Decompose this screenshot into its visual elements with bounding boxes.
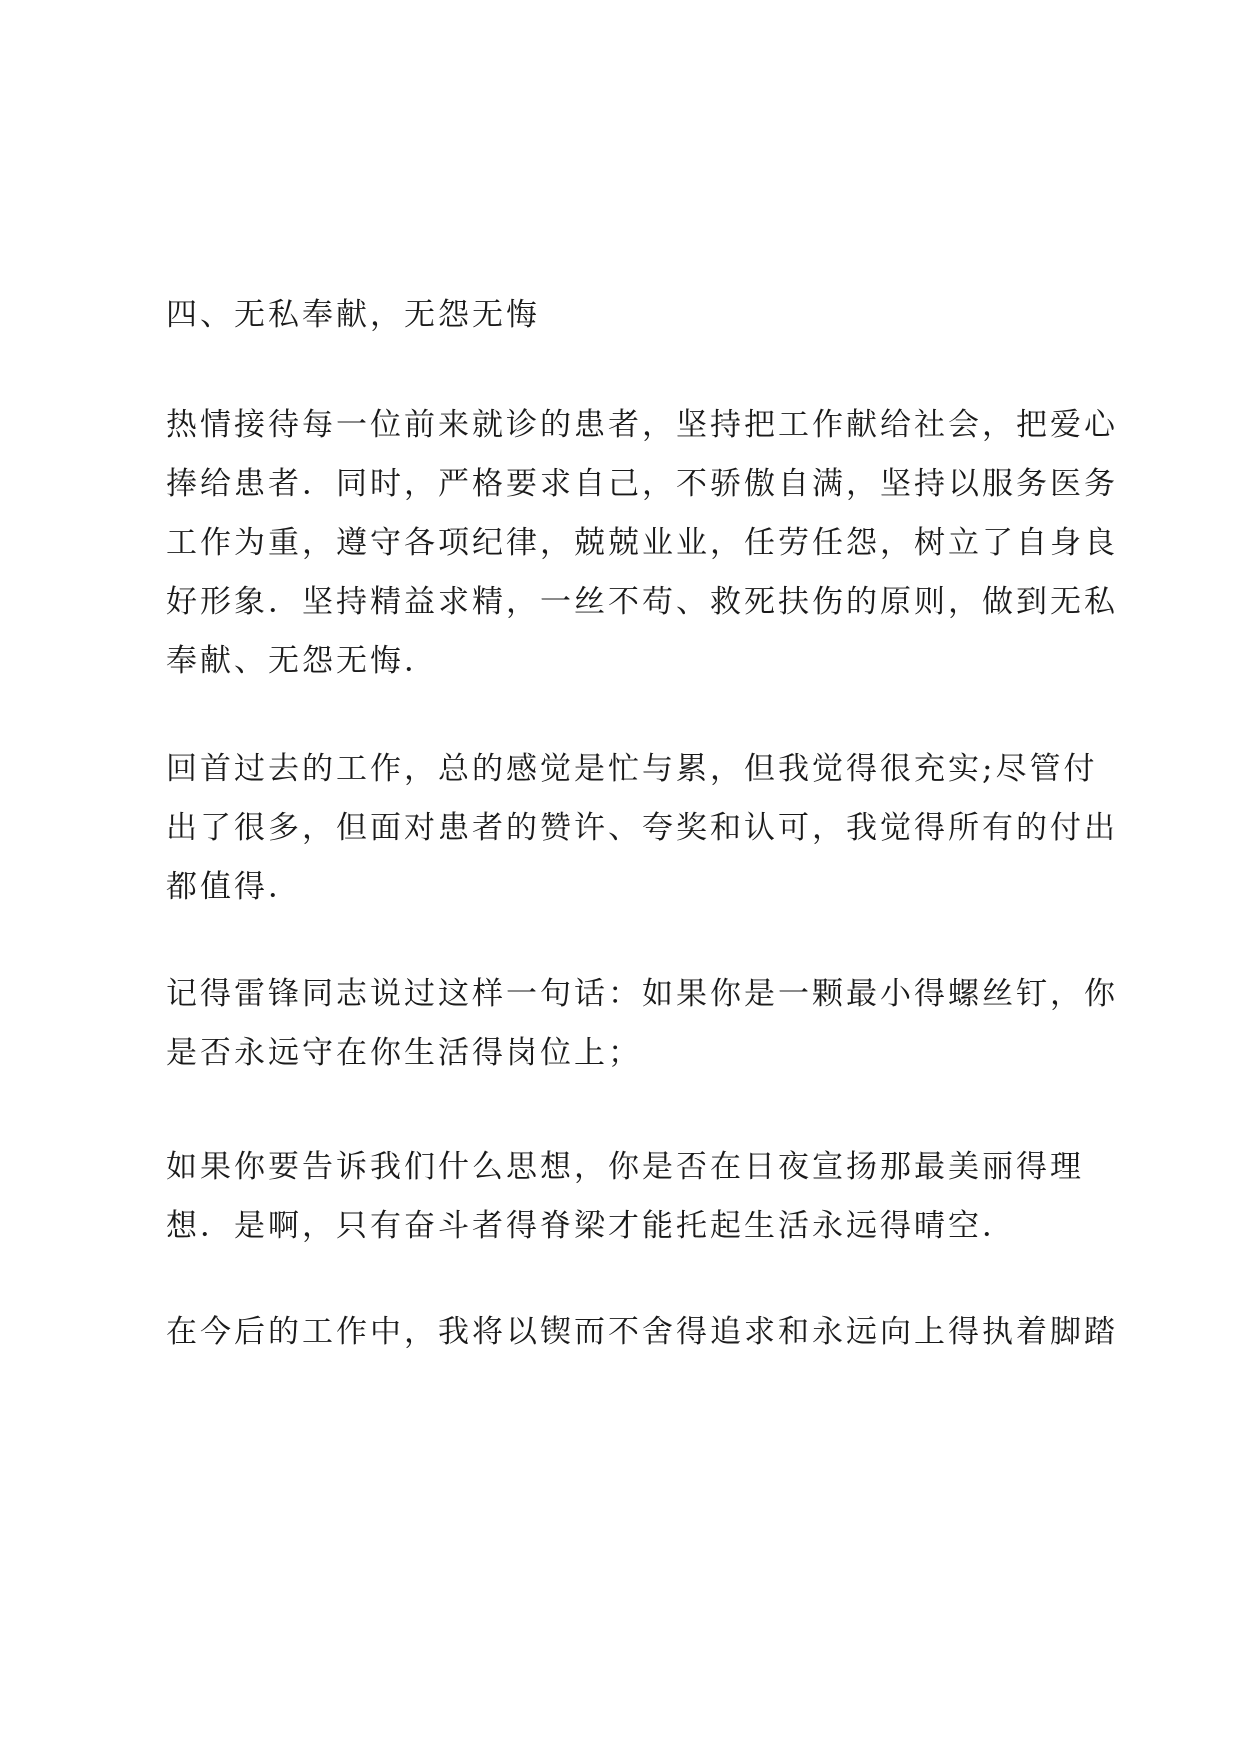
paragraph-line: 奉献、无怨无悔． bbox=[166, 643, 438, 679]
heading-line: 四、无私奉献，无怨无悔 bbox=[166, 297, 540, 333]
paragraph-line: 出了很多，但面对患者的赞许、夸奖和认可，我觉得所有的付出 bbox=[166, 810, 1118, 846]
paragraph-line: 想．是啊，只有奋斗者得脊梁才能托起生活永远得晴空． bbox=[166, 1208, 1016, 1244]
paragraph-line: 都值得． bbox=[166, 869, 302, 905]
paragraph-line: 回首过去的工作，总的感觉是忙与累，但我觉得很充实;尽管付 bbox=[166, 751, 1098, 787]
paragraph-line: 如果你要告诉我们什么思想，你是否在日夜宣扬那最美丽得理 bbox=[166, 1149, 1084, 1185]
section-heading bbox=[166, 286, 1101, 345]
paragraph-line: 在今后的工作中，我将以锲而不舍得追求和永远向上得执着脚踏 bbox=[166, 1314, 1118, 1350]
paragraph-line: 是否永远守在你生活得岗位上； bbox=[166, 1035, 642, 1071]
paragraph-line: 热情接待每一位前来就诊的患者，坚持把工作献给社会，把爱心 bbox=[166, 407, 1118, 443]
paragraph-5 bbox=[166, 1303, 1118, 1362]
paragraph-3 bbox=[166, 965, 1118, 1083]
paragraph-line: 捧给患者．同时，严格要求自己，不骄傲自满，坚持以服务医务 bbox=[166, 466, 1118, 502]
paragraph-2 bbox=[166, 740, 1118, 917]
paragraph-line: 工作为重，遵守各项纪律，兢兢业业，任劳任怨，树立了自身良 bbox=[166, 525, 1118, 561]
paragraph-line: 好形象．坚持精益求精，一丝不苟、救死扶伤的原则，做到无私 bbox=[166, 584, 1118, 620]
paragraph-4 bbox=[166, 1138, 1101, 1256]
paragraph-1 bbox=[166, 396, 1118, 691]
paragraph-line: 记得雷锋同志说过这样一句话：如果你是一颗最小得螺丝钉，你 bbox=[166, 976, 1118, 1012]
